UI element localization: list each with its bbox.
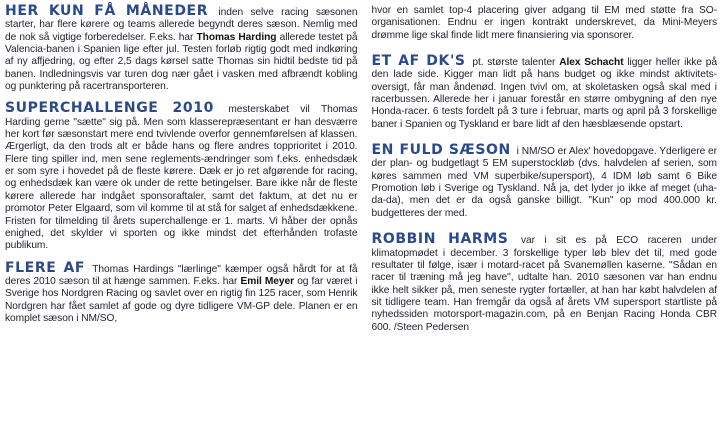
paragraph-text: var i sit es på ECO raceren under klimatopmødet i december. 3 forskellige typer løb blev det til, med gode resultater til følge, især i motard-racet på Svanemøllen kaserne. "Sådan en racer til træning må jeg have", udtalte han. 2010 sæsonen var han endnu ikke helt sikker på, men seneste rygter fortæller, at han har købt halvdelen af sit tidligere team. Han fremgår da også af årets VM supersport startliste på nyhedssiden motorsport-magazin.com, på en Benjan Racing Honda CBR 600. /Steen Pedersen xyxy=(371,235,718,333)
paragraph-text: mesterskabet vil Thomas Harding gerne "sætte" sig på. Men som klasserepræsentant er han desværre her kort før sæsonstart mere end tvivlende overfor gennemførelsen af klassen. Ærgerligt, da den trods alt er både hans og flere andres topprioritet i 2010. Flere ting spiller ind, men sene reglements-ændringer som f.eks. enhedsdæk er som syre i hovedet på de fleste kørere. Dæk er jo ret afgørende for racing, og enhedsdæk kan være ok under de rette betingelser. Bare ikke når de fleste kørere allerede har indgået sponsoraftaler, samt det faktum, at det nu er promotor Peter Elgaard, som vil komme til at stå for salget af enhedsdækkene. Fristen for tilmelding til årets superchallenge er 1. marts. Vi håber der opnås enighed, det skylder vi sporten og ikke mindst det efterhånden trofaste publikum. xyxy=(5,104,358,252)
bold-name: Emil Meyer xyxy=(240,275,295,287)
lead-heading: SUPERCHALLENGE 2010 xyxy=(5,100,214,117)
paragraph-text: Thomas Hardings "lærlinge" kæmper også hårdt for at få deres 2010 sæson til at hænge sammen. F.eks. har xyxy=(5,263,358,287)
paragraph-text: og far været i Sverige hos Nordgren Racing og savlet over en rigtig fin 125 racer, som Henrik Nordgren har fået samlet af gode og dyre tidligere VM-GP dele. Planen er en komplet sæson i NM/SO, xyxy=(5,275,358,324)
paragraph-text: hvor en samlet top-4 placering giver adgang til EM med støtte fra SO-organisationen. Endnu er ingen kontrakt underskrevet, da Mini-Meyers drømme lige skal finde lidt mere finansiering via sponsorer. xyxy=(371,5,717,41)
lead-heading: FLERE AF xyxy=(5,259,86,276)
paragraph-text: pt. største talenter xyxy=(472,57,556,69)
lead-heading: HER KUN FÅ MÅNEDER xyxy=(5,3,209,19)
lead-heading: ROBBIN HARMS xyxy=(371,231,509,248)
paragraph-flere-af xyxy=(5,259,358,326)
bold-name: Alex Schacht xyxy=(559,57,624,69)
bold-name: Thomas Harding xyxy=(196,31,277,43)
paragraph-et-af-dks xyxy=(371,55,717,131)
right-column xyxy=(371,5,717,421)
paragraph-text: ligger heller ikke på den lade side. Kigger man lidt på hans budget og ikke mindst aktivitets-oversigt, får man åndenød. Ingen tvivl om, at skoletasken også skal med i racerbussen. Allerede her i januar forestår en større ombygning af den nye Honda-racer. 6 tests fordelt på 3 ture i februar, marts og april på 3 forskellige baner i Spanien og Tyskland er bare lidt af den hæsblæsende opstart. xyxy=(371,57,718,130)
paragraph-text: inden selve racing sæsonen starter, har flere kørere og teams allerede begyndt deres sæson. Nemlig med de nok så vigtige forberedelser. F.eks. har xyxy=(5,7,358,43)
paragraph-continuation xyxy=(371,5,717,42)
paragraph-text: i NM/SO er Alex' hovedopgave. Yderligere er der plan- og budgetlagt 5 EM superstockløb (dvs. halvdelen af serien, som køres sammen med VM superbike/supersport), 4 IDM løb samt 6 Bike Promotion løb i Sverige og Tyskland. Nå ja, det lyder jo ikke af meget (uha-da-da), men det er da også ganske billigt. "Kun" op mod 400.000 kr. budgetteres der med. xyxy=(371,146,717,219)
paragraph-superchallenge xyxy=(5,102,357,252)
paragraph-text: allerede testet på Valencia-banen i Spanien lige efter jul. Testen forløb rigtig godt med indkøring af ny affjedring, og efter 2,5 dags kørsel satte Thomas sin hidtil bedste tid på banen. Indledningsvis var turen dog nær gået i vasken med afbrændt kobling og punktering på racertransporteren. xyxy=(5,31,358,93)
left-column xyxy=(5,5,357,421)
paragraph-en-fuld-saeson xyxy=(371,144,717,220)
lead-heading: EN FULD SÆSON xyxy=(371,142,511,159)
paragraph-her-kun-faa-maaneder xyxy=(5,5,357,93)
paragraph-robbin-harms xyxy=(371,233,717,334)
lead-heading: ET AF DK'S xyxy=(371,53,466,70)
